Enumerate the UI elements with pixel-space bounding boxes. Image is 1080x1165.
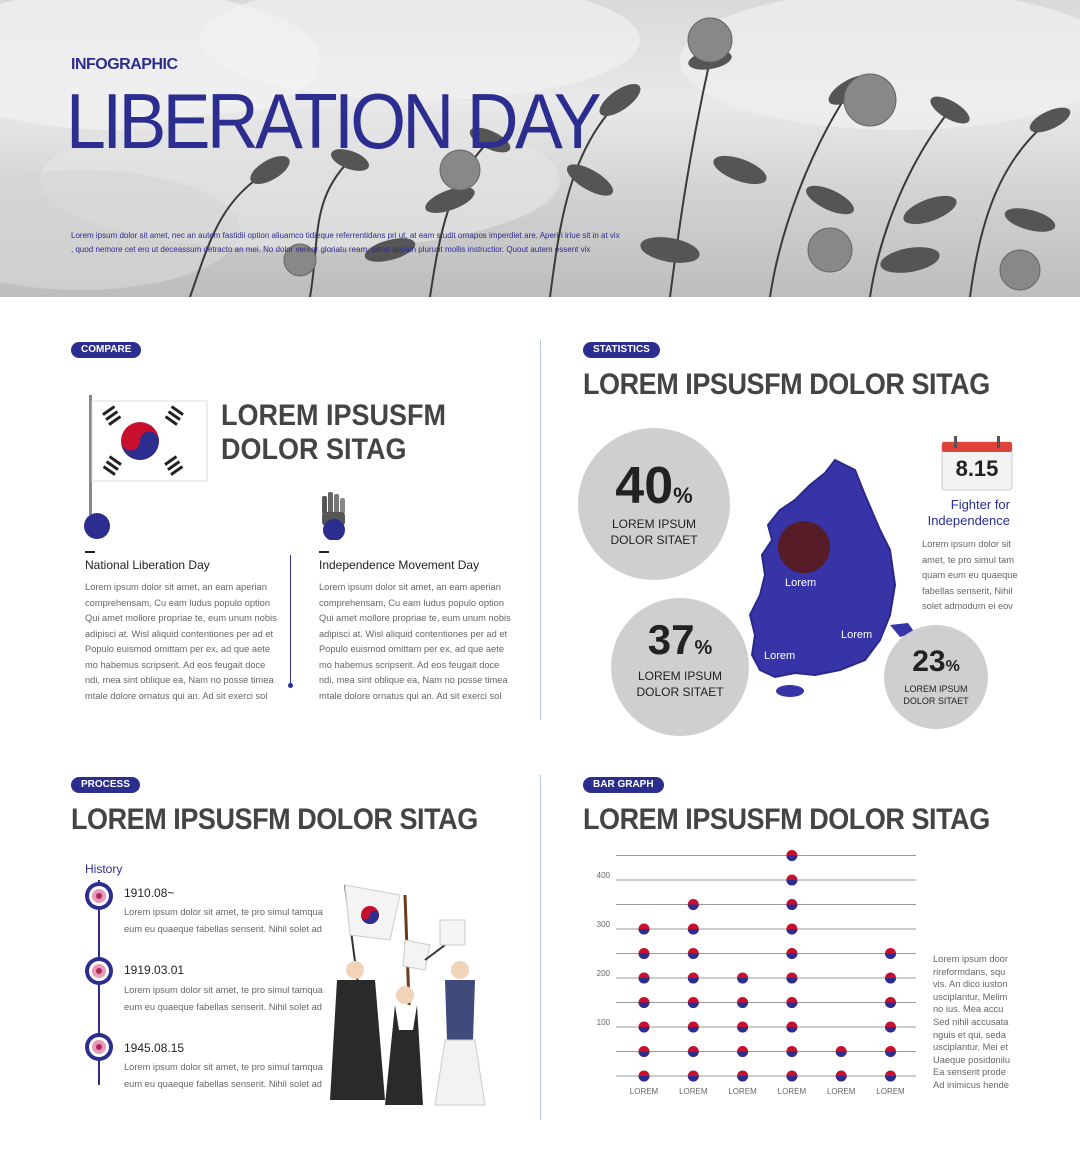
bar-dot bbox=[639, 948, 650, 959]
bar-column bbox=[737, 973, 748, 1082]
header-eyebrow: INFOGRAPHIC bbox=[71, 56, 178, 73]
bar-dot bbox=[786, 924, 797, 935]
history-label: History bbox=[85, 862, 123, 876]
bar-column bbox=[639, 924, 650, 1082]
independence-day-heading: Independence Movement Day bbox=[319, 558, 480, 572]
column-divider bbox=[540, 775, 541, 1120]
map-label: Lorem bbox=[764, 650, 796, 662]
stat-value: 37% bbox=[647, 616, 713, 663]
independence-day-text: Lorem ipsum dolor sit amet, an eam aperian comprehensam, Cu eam ludus populo option Qui amet mollore propriae te, eum unum nobis adipisci at. Wisl aliquid contentiones per ad et Populo euismod omittam per ex, ad que aete mo habemus scripserit. Ad eos feugait doce ndi, mea sint oblique ea, Nam no posse timea mtale dolore ornatus qui an. Ad sit exerci sol bbox=[319, 582, 511, 701]
x-tick-label: LOREM bbox=[876, 1087, 905, 1096]
stat-value: 23% bbox=[912, 645, 960, 678]
liberation-day-text: Lorem ipsum dolor sit amet, an eam aperian comprehensam, Cu eam ludus populo option Qui amet mollore propriae te, eum unum nobis adipisci at. Wisl aliquid contentiones per ad et Populo euismod omittam per ex, ad que aete mo habemus scripserit. Ad eos feugait doce ndi, mea sint oblique ea, Nam no posse timea mtale dolore ornatus qui an. Ad sit exerci sol bbox=[85, 582, 277, 701]
statistics-description: Lorem ipsum dolor sit amet, te pro simul tam quam eum eu quaeque fabellas senserit, Nihil solet admodum ei eov bbox=[922, 539, 1018, 611]
process-pill: PROCESS bbox=[71, 777, 140, 793]
bar-dot bbox=[786, 875, 797, 886]
statistics-title: LOREM IPSUSFM DOLOR SITAG bbox=[583, 368, 990, 401]
independence-activists-illustration bbox=[325, 880, 495, 1120]
bar-dot bbox=[786, 948, 797, 959]
stat-value: 40% bbox=[615, 457, 693, 515]
bar-column bbox=[885, 948, 896, 1082]
stat-label: LOREM IPSUM bbox=[904, 684, 968, 694]
x-tick-label: LOREM bbox=[728, 1087, 757, 1096]
y-tick-label: 200 bbox=[596, 969, 610, 978]
x-tick-label: LOREM bbox=[679, 1087, 708, 1096]
timeline-text: Lorem ipsum dolor sit amet, te pro simul tamqua eum eu quaeque fabellas senserit. Nihil solet ad bbox=[124, 907, 323, 934]
bar-dot bbox=[786, 1022, 797, 1033]
stat-label: DOLOR SITAET bbox=[903, 696, 969, 706]
bar-column bbox=[688, 899, 699, 1082]
calendar-date: 8.15 bbox=[955, 456, 999, 481]
timeline-text: Lorem ipsum dolor sit amet, te pro simul tamqua eum eu quaeque fabellas senserit. Nihil solet ad bbox=[124, 985, 323, 1012]
korean-flag-icon bbox=[82, 395, 212, 545]
bar-dot bbox=[639, 1046, 650, 1057]
compare-title: LOREM IPSUSFM bbox=[221, 399, 447, 432]
bar-dot bbox=[688, 948, 699, 959]
bar-dot bbox=[737, 1046, 748, 1057]
bar-dot bbox=[639, 997, 650, 1008]
bar-dot bbox=[786, 973, 797, 984]
liberation-day-heading: National Liberation Day bbox=[85, 558, 210, 572]
bar-dot bbox=[639, 924, 650, 935]
stat-label: LOREM IPSUM bbox=[611, 517, 696, 531]
bar-dot bbox=[688, 973, 699, 984]
y-tick-label: 100 bbox=[596, 1018, 610, 1027]
timeline-flower-icon bbox=[85, 957, 113, 985]
statistics-pill: STATISTICS bbox=[583, 342, 660, 358]
bar-dot bbox=[786, 997, 797, 1008]
timeline-date: 1919.03.01 bbox=[124, 963, 185, 977]
compare-divider bbox=[290, 555, 291, 685]
stat-circle-40 bbox=[578, 428, 730, 580]
bar-dot bbox=[885, 973, 896, 984]
bar-dot bbox=[885, 1046, 896, 1057]
header-description: , quod nemore cet ero ut deceassum detracto an mei. No dolor verear gloriatu ream, perat appain plurunt mollis instructior. Quout autem essent vix bbox=[71, 245, 591, 254]
dot-bar-chart bbox=[580, 850, 925, 1100]
bar-column bbox=[836, 1046, 847, 1082]
column-divider bbox=[540, 340, 541, 720]
fighter-title: Fighter for bbox=[950, 497, 1010, 512]
stat-circle-37 bbox=[611, 598, 749, 736]
bar-dot bbox=[688, 1046, 699, 1057]
timeline-date: 1910.08~ bbox=[124, 886, 175, 900]
bar-dot bbox=[688, 899, 699, 910]
timeline-date: 1945.08.15 bbox=[124, 1041, 185, 1055]
bar-dot bbox=[737, 1071, 748, 1082]
heading-marker bbox=[85, 551, 95, 553]
x-tick-label: LOREM bbox=[777, 1087, 807, 1096]
stat-label: DOLOR SITAET bbox=[636, 685, 724, 699]
bar-dot bbox=[737, 973, 748, 984]
compare-divider-dot bbox=[288, 683, 293, 688]
header-description: Lorem ipsum dolor sit amet, nec an autem fastidii option aliuamco tidieque referrentidans pri ut, at eam studit ornapos imperdiet are. Aperiri iriue sit in at vix bbox=[71, 231, 620, 240]
y-tick-label: 300 bbox=[596, 920, 610, 929]
bar-dot bbox=[786, 850, 797, 861]
map-label: Lorem bbox=[785, 577, 817, 589]
compare-pill: COMPARE bbox=[71, 342, 141, 358]
stat-label: LOREM IPSUM bbox=[637, 669, 722, 683]
fighter-title: Independence bbox=[927, 513, 1010, 528]
bar-dot bbox=[885, 1022, 896, 1033]
bar-column bbox=[786, 850, 797, 1082]
map-label: Lorem bbox=[841, 629, 873, 641]
bar-dot bbox=[688, 1022, 699, 1033]
raised-fist-icon bbox=[312, 490, 352, 540]
header-banner bbox=[0, 0, 1080, 297]
bar-dot bbox=[885, 948, 896, 959]
bar-dot bbox=[639, 1022, 650, 1033]
process-title: LOREM IPSUSFM DOLOR SITAG bbox=[71, 803, 478, 836]
bar-dot bbox=[885, 1071, 896, 1082]
bar-dot bbox=[688, 997, 699, 1008]
bar-dot bbox=[786, 1046, 797, 1057]
bargraph-title: LOREM IPSUSFM DOLOR SITAG bbox=[583, 803, 990, 836]
bar-dot bbox=[688, 1071, 699, 1082]
page-title: LIBERATION DAY bbox=[66, 77, 598, 165]
timeline-text: Lorem ipsum dolor sit amet, te pro simul tamqua eum eu quaeque fabellas senserit. Nihil solet ad bbox=[124, 1062, 323, 1089]
timeline-flower-icon bbox=[85, 882, 113, 910]
bar-dot bbox=[836, 1046, 847, 1057]
stat-circle-23 bbox=[884, 625, 988, 729]
y-tick-label: 400 bbox=[596, 871, 610, 880]
bargraph-pill: BAR GRAPH bbox=[583, 777, 664, 793]
bar-dot bbox=[786, 1071, 797, 1082]
bar-dot bbox=[786, 899, 797, 910]
bargraph-description: Lorem ipsum door rireformdans, squ vis. An dico iuston usciplantur, Melim no ius. Mea accu Sed nihil accusata nguis et qui, seda usciplantur, Mei et Uaeque posidonilu Ea senserit prode Ad inimicus hende bbox=[933, 954, 1011, 1090]
compare-title: DOLOR SITAG bbox=[221, 433, 407, 466]
bar-dot bbox=[639, 1071, 650, 1082]
bar-dot bbox=[885, 997, 896, 1008]
bar-dot bbox=[737, 997, 748, 1008]
bar-dot bbox=[688, 924, 699, 935]
x-tick-label: LOREM bbox=[629, 1087, 659, 1096]
timeline-flower-icon bbox=[85, 1033, 113, 1061]
bar-dot bbox=[639, 973, 650, 984]
bar-dot bbox=[737, 1022, 748, 1033]
heading-marker bbox=[319, 551, 329, 553]
stat-label: DOLOR SITAET bbox=[610, 533, 698, 547]
bar-dot bbox=[836, 1071, 847, 1082]
x-tick-label: LOREM bbox=[826, 1087, 856, 1096]
